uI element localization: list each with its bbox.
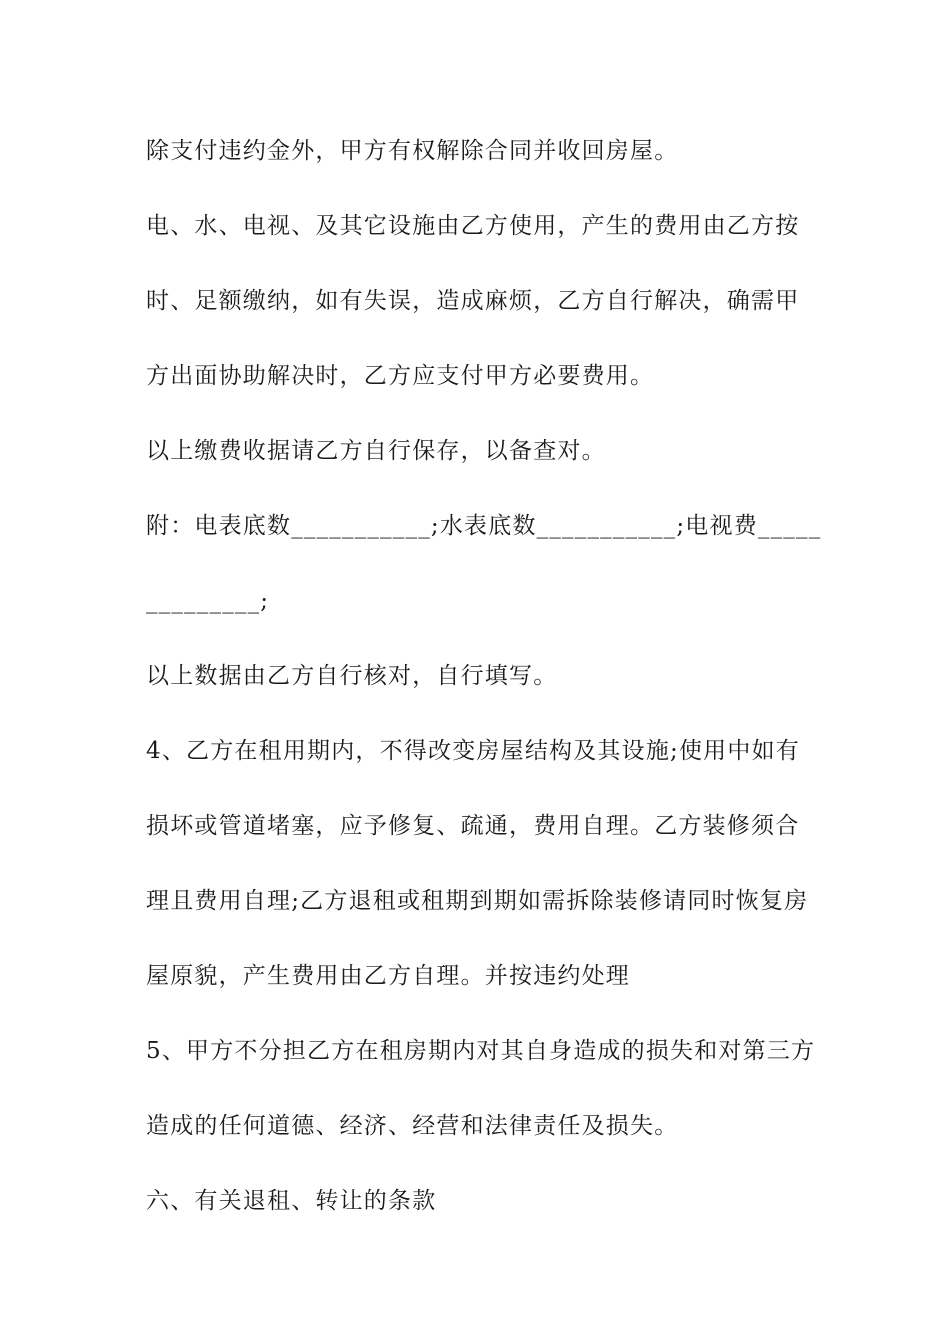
paragraph-line: 方出面协助解决时，乙方应支付甲方必要费用。 [146, 363, 655, 389]
paragraph-line: 以上数据由乙方自行核对，自行填写。 [146, 663, 558, 689]
paragraph-line: 损坏或管道堵塞，应予修复、疏通，费用自理。乙方装修须合 [146, 813, 800, 839]
paragraph-line: 时、足额缴纳，如有失误，造成麻烦，乙方自行解决，确需甲 [146, 288, 800, 314]
paragraph-line: 电、水、电视、及其它设施由乙方使用，产生的费用由乙方按 [146, 213, 800, 239]
paragraph-line: 造成的任何道德、经济、经营和法律责任及损失。 [146, 1113, 679, 1139]
paragraph-line: 4、乙方在租用期内，不得改变房屋结构及其设施;使用中如有 [146, 738, 800, 764]
section-heading: 六、有关退租、转让的条款 [146, 1188, 437, 1214]
paragraph-line: 以上缴费收据请乙方自行保存，以备查对。 [146, 438, 606, 464]
paragraph-line: 附：电表底数___________;水表底数___________;电视费_____ [146, 513, 822, 539]
paragraph-line: 屋原貌，产生费用由乙方自理。并按违约处理 [146, 963, 630, 989]
paragraph-line: 理且费用自理;乙方退租或租期到期如需拆除装修请同时恢复房 [146, 888, 809, 914]
paragraph-line: _________; [146, 588, 270, 614]
paragraph-line: 除支付违约金外，甲方有权解除合同并收回房屋。 [146, 138, 679, 164]
paragraph-line: 5、甲方不分担乙方在租房期内对其自身造成的损失和对第三方 [146, 1038, 816, 1064]
